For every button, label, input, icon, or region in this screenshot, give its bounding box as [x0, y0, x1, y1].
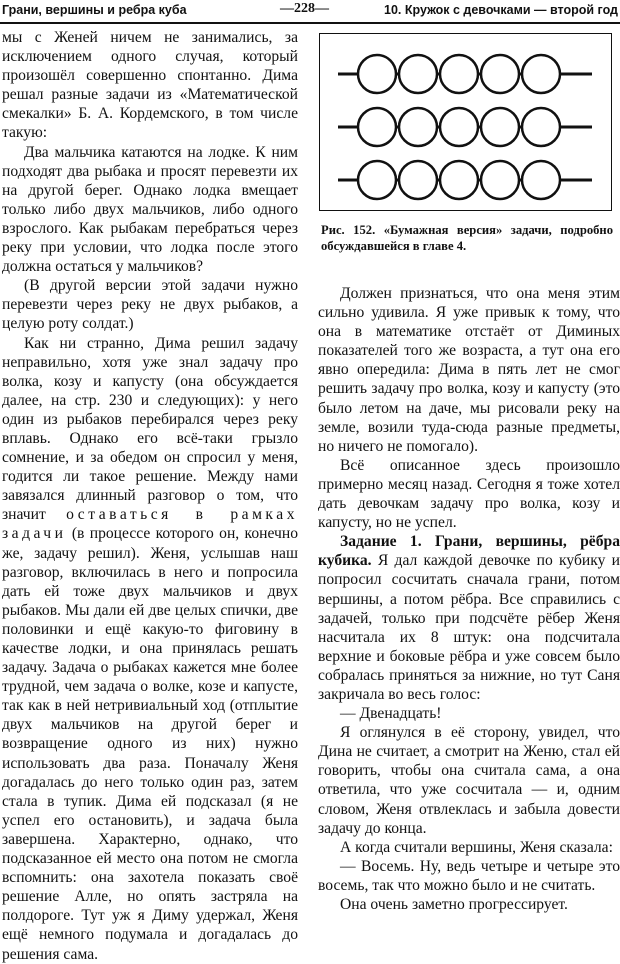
paragraph: Всё описанное здесь произошло примерно месяц назад. Сегодня я тоже хотел дать девочкам задачу про волка, козу и капусту, но не успел. — [318, 456, 620, 532]
header-rule — [0, 22, 620, 24]
bead-circle — [358, 108, 396, 146]
problem-statement: Два мальчика катаются на лодке. К ним подходят два рыбака и просят перевезти их на другой берег. Однако лодка вмещает только либо двух мальчиков, либо одного взрослого. Как рыбакам перебраться через реку при условии, что лодка после этого должна остаться у мальчиков? — [2, 143, 298, 276]
bead-circle — [440, 108, 478, 146]
dialogue-line: — Восемь. Ну, ведь четыре и четыре это восемь, так что можно было и не считать. — [318, 857, 620, 894]
paragraph-text: Как ни странно, Дима решил задачу неправильно, хотя уже знал задачу про волка, козу и капусту (она обсуждается далее, на стр. 230 и следующих): у него один из рыбаков перебирался через реку вплавь. Однако его всё-таки грызло сомнение, и за обедом он спросил у меня, годится ли такое решение. Между нами завязался длинный разговор о том, что значит — [2, 334, 298, 524]
paragraph — [2, 334, 298, 964]
bead-circle — [440, 161, 478, 199]
bead-circle — [522, 161, 560, 199]
task-paragraph — [318, 532, 620, 704]
bead-circle — [399, 108, 437, 146]
bead-circle — [522, 108, 560, 146]
figure-caption: Рис. 152. «Бумажная версия» задачи, подробно обсуждавшейся в главе 4. — [321, 223, 613, 253]
paragraph-text: (в процессе которого он, конечно же, задачу решил). Женя, услышав наш разговор, включилась в него и попросила дать ей тоже двух мальчиков и двух рыбаков. Мы дали ей две целых спички, две половинки и ещё какую-то фиговину в качестве лодки, и она принялась решать задачу. Задача о рыбаках кажется мне более трудной, чем задача о волке, козе и капусте, так как в ней нетривиальный ход (отплытие двух мальчиков на другой берег и возвращение одного из них) нужно использовать два раза. Поначалу Женя догадалась до него только один раз, затем стала в тупик. Дима ей подсказал (я не успел его остановить), и задача была завершена. Характерно, однако, что подсказанное ей место она потом не смогла вспомнить: она захотела показать своё решение Алле, но опять застряла на полдороге. Тут уж я Диму удержал, Женя ещё немного подумала и догадалась до решения сама. — [2, 525, 298, 963]
task-title: Задание 1. Грани, вершины, рёбра кубика. — [318, 533, 620, 570]
bead-circle — [522, 55, 560, 93]
bead-circle — [481, 55, 519, 93]
running-header — [0, 0, 620, 22]
bead-circle — [399, 55, 437, 93]
bead-rows-illustration — [320, 34, 610, 209]
paragraph: (В другой версии этой задачи нужно перевезти через реку не двух рыбаков, а целую роту солдат.) — [2, 277, 298, 333]
paragraph: Должен признаться, что она меня этим сильно удивила. Я уже привык к тому, что она в математике отстаёт от Диминых показателей того же возраста, а тут она его явно опередила: Дима в пять лет не смог решить задачу про волка, козу и капусту (это было летом на даче, мы рисовали реку на земле, возили туда-сюда разные предметы, но ничего не помогало). — [318, 285, 620, 455]
bead-circle — [481, 108, 519, 146]
figure-152 — [319, 33, 612, 211]
bead-circle — [399, 161, 437, 199]
bead-circle — [358, 161, 396, 199]
right-column — [318, 284, 620, 914]
left-column — [2, 28, 298, 964]
paragraph: Я оглянулся в её сторону, увидел, что Дина не считает, а смотрит на Женю, стал ей говорить, чтобы она считала сама, а она ответила, что уже сосчитала — и, одним словом, Женя отвлеклась и забыла довести задачу до конца. — [318, 724, 620, 837]
bead-circle — [440, 55, 478, 93]
paragraph: А когда считали вершины, Женя сказала: — [340, 838, 613, 856]
paragraph: мы с Женей ничем не занимались, за исключением одного случая, который произошёл совершенно спонтанно. Дима решал разные задачи из «Математической смекалки» Б. А. Кордемского, в том числе такую: — [2, 29, 298, 142]
bead-circle — [358, 55, 396, 93]
header-section-title: Грани, вершины и ребра куба — [2, 3, 187, 17]
dialogue-line: — Двенадцать! — [340, 705, 442, 723]
spaced-emphasis: оставаться в рамках задачи — [2, 506, 298, 543]
task-text: Я дал каждой девочке по кубику и попросил сосчитать сначала грани, потом вершины, а потом рёбра. Все справились с задачей, только при подсчёте рёбер Женя насчитала их 8 штук: она подсчитала верхние и боковые рёбра и уже совсем было собралась приняться за нижние, но тут Саня закричала во весь голос: — [318, 552, 620, 703]
page-number: —228— — [280, 1, 329, 16]
header-chapter-title: 10. Кружок с девочками — второй год — [384, 3, 618, 17]
paragraph: Она очень заметно прогрессирует. — [340, 896, 568, 913]
bead-circle — [481, 161, 519, 199]
